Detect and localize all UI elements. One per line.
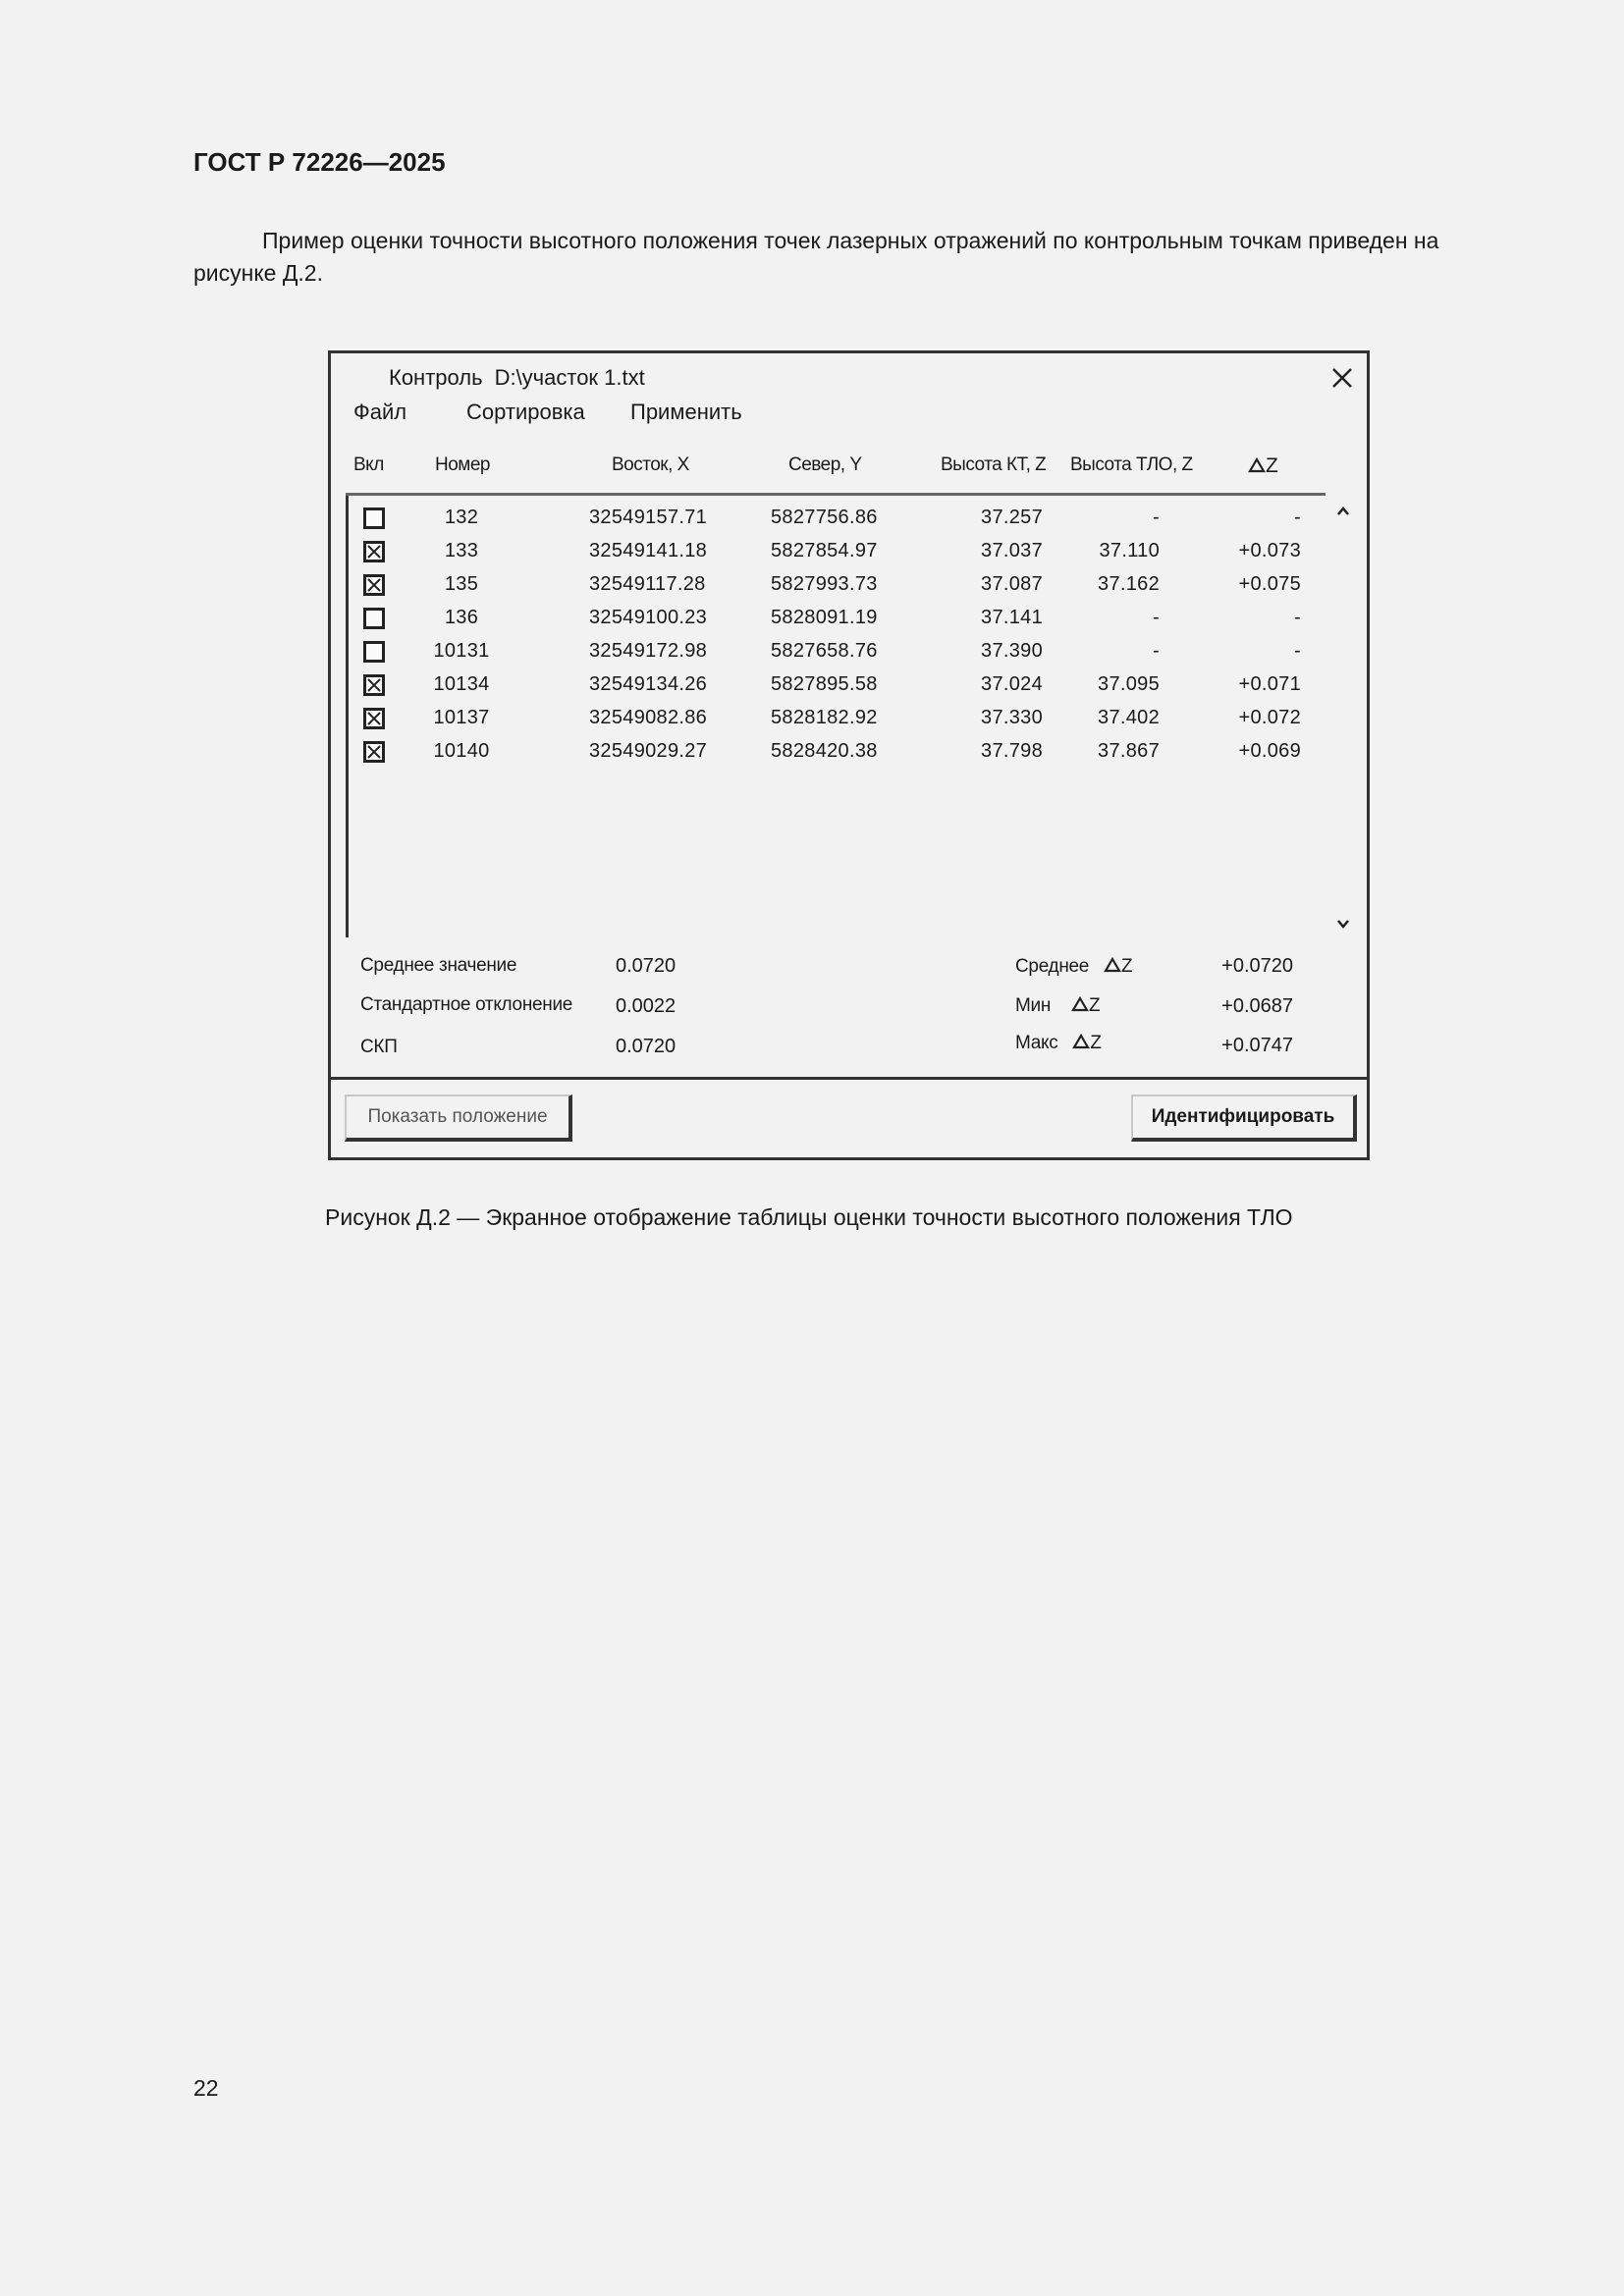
page-number: 22 bbox=[193, 2075, 219, 2101]
checkbox-checked[interactable] bbox=[363, 708, 385, 729]
delta-icon bbox=[1248, 457, 1266, 473]
stat-max-dz-label-text: Макс bbox=[1015, 1033, 1058, 1053]
cell-number: 132 bbox=[444, 507, 479, 528]
checkmark-x-icon bbox=[366, 544, 382, 560]
cell-height-tlo: 37.402 bbox=[1098, 707, 1160, 728]
cell-east-x: 32549100.23 bbox=[589, 607, 708, 628]
document-header: ГОСТ Р 72226—2025 bbox=[193, 147, 446, 177]
checkbox-checked[interactable] bbox=[363, 541, 385, 562]
checkmark-x-icon bbox=[366, 577, 382, 593]
cell-north-y: 5828182.92 bbox=[771, 707, 878, 728]
checkmark-x-icon bbox=[366, 677, 382, 693]
delta-icon bbox=[1071, 996, 1089, 1012]
table-row[interactable] bbox=[349, 503, 1328, 536]
checkbox-checked[interactable] bbox=[363, 741, 385, 763]
column-header-height-tlo[interactable]: Высота ТЛО, Z bbox=[1070, 454, 1193, 475]
stat-max-dz-value: +0.0747 bbox=[1221, 1035, 1293, 1056]
cell-number: 133 bbox=[444, 540, 479, 561]
checkbox-unchecked[interactable] bbox=[363, 507, 385, 529]
column-header-delta-z[interactable] bbox=[1248, 454, 1277, 478]
cell-delta-z: +0.072 bbox=[1238, 707, 1301, 728]
stat-min-dz-symbol: Z bbox=[1089, 995, 1101, 1016]
cell-height-kt: 37.390 bbox=[981, 640, 1043, 662]
footer-divider bbox=[331, 1077, 1367, 1080]
stat-avg-dz-value: +0.0720 bbox=[1221, 955, 1293, 977]
cell-height-tlo: - bbox=[1153, 607, 1160, 628]
cell-height-kt: 37.141 bbox=[981, 607, 1043, 628]
checkmark-x-icon bbox=[366, 711, 382, 726]
cell-north-y: 5827658.76 bbox=[771, 640, 878, 662]
figure-caption: Рисунок Д.2 — Экранное отображение таблицы оценки точности высотного положения ТЛО bbox=[325, 1204, 1293, 1230]
cell-height-kt: 37.024 bbox=[981, 673, 1043, 695]
cell-delta-z: - bbox=[1294, 607, 1301, 628]
stat-rmse-value: 0.0720 bbox=[616, 1036, 677, 1057]
table-row[interactable] bbox=[349, 603, 1328, 636]
window-title: Контроль bbox=[389, 365, 483, 390]
stat-min-dz-label bbox=[1015, 995, 1100, 1017]
show-position-button[interactable]: Показать положение bbox=[345, 1095, 572, 1142]
cell-height-kt: 37.798 bbox=[981, 740, 1043, 762]
table-row[interactable] bbox=[349, 536, 1328, 569]
stat-std-value: 0.0022 bbox=[616, 995, 677, 1017]
checkbox-checked[interactable] bbox=[363, 674, 385, 696]
cell-height-tlo: 37.110 bbox=[1099, 540, 1160, 561]
cell-east-x: 32549172.98 bbox=[589, 640, 708, 662]
cell-height-kt: 37.330 bbox=[981, 707, 1043, 728]
identify-button[interactable]: Идентифицировать bbox=[1131, 1095, 1357, 1142]
cell-height-kt: 37.257 bbox=[981, 507, 1043, 528]
checkbox-unchecked[interactable] bbox=[363, 641, 385, 663]
delta-icon bbox=[1104, 957, 1121, 973]
cell-number: 136 bbox=[444, 607, 479, 628]
stat-max-dz-label bbox=[1015, 1033, 1102, 1054]
cell-north-y: 5827854.97 bbox=[771, 540, 878, 561]
table-row[interactable] bbox=[349, 636, 1328, 669]
cell-delta-z: - bbox=[1294, 507, 1301, 528]
cell-north-y: 5827895.58 bbox=[771, 673, 878, 695]
table-row[interactable] bbox=[349, 569, 1328, 603]
table-row[interactable] bbox=[349, 669, 1328, 703]
stat-max-dz-symbol: Z bbox=[1090, 1033, 1102, 1053]
cell-delta-z: +0.069 bbox=[1238, 740, 1301, 762]
scroll-down-icon[interactable] bbox=[1332, 913, 1354, 934]
checkbox-unchecked[interactable] bbox=[363, 608, 385, 629]
cell-north-y: 5828420.38 bbox=[771, 740, 878, 762]
stat-min-dz-value: +0.0687 bbox=[1221, 995, 1293, 1017]
intro-paragraph: Пример оценки точности высотного положения точек лазерных отражений по контрольным точкам приведен на рисунке Д.2. bbox=[193, 228, 1439, 286]
cell-east-x: 32549134.26 bbox=[589, 673, 708, 695]
cell-delta-z: +0.075 bbox=[1238, 573, 1301, 595]
table-row[interactable] bbox=[349, 703, 1328, 736]
cell-height-tlo: - bbox=[1153, 640, 1160, 662]
menu-apply[interactable]: Применить bbox=[630, 400, 742, 424]
cell-height-tlo: 37.162 bbox=[1098, 573, 1160, 595]
table-row[interactable] bbox=[349, 736, 1328, 770]
cell-east-x: 32549117.28 bbox=[589, 573, 706, 595]
stat-avg-dz-label-text: Среднее bbox=[1015, 956, 1090, 977]
cell-north-y: 5828091.19 bbox=[771, 607, 878, 628]
cell-east-x: 32549157.71 bbox=[589, 507, 708, 528]
cell-number: 10131 bbox=[433, 640, 490, 662]
column-header-east-x[interactable]: Восток, X bbox=[612, 454, 689, 475]
delta-icon bbox=[1072, 1034, 1090, 1049]
cell-number: 135 bbox=[444, 573, 479, 595]
scroll-up-icon[interactable] bbox=[1332, 501, 1354, 522]
cell-height-kt: 37.087 bbox=[981, 573, 1043, 595]
cell-height-kt: 37.037 bbox=[981, 540, 1043, 561]
cell-north-y: 5827993.73 bbox=[771, 573, 878, 595]
window-title-bar bbox=[389, 365, 645, 391]
cell-number: 10140 bbox=[433, 740, 490, 762]
cell-height-tlo: - bbox=[1153, 507, 1160, 528]
cell-delta-z: +0.071 bbox=[1238, 673, 1301, 695]
cell-delta-z: - bbox=[1294, 640, 1301, 662]
column-header-north-y[interactable]: Север, Y bbox=[788, 454, 862, 475]
stat-std-label: Стандартное отклонение bbox=[360, 994, 573, 1015]
cell-east-x: 32549082.86 bbox=[589, 707, 708, 728]
file-path: D:\участок 1.txt bbox=[494, 365, 645, 390]
cell-delta-z: +0.073 bbox=[1238, 540, 1301, 561]
column-header-enabled[interactable]: Вкл bbox=[353, 454, 384, 475]
cell-height-tlo: 37.867 bbox=[1098, 740, 1160, 762]
checkbox-checked[interactable] bbox=[363, 574, 385, 596]
stat-avg-dz-label bbox=[1015, 956, 1132, 978]
close-icon[interactable] bbox=[1327, 363, 1357, 393]
points-list bbox=[346, 496, 1326, 937]
cell-east-x: 32549029.27 bbox=[589, 740, 708, 762]
control-window bbox=[328, 350, 1370, 1160]
menu-file[interactable]: Файл bbox=[353, 400, 407, 424]
stat-min-dz-label-text: Мин bbox=[1015, 995, 1052, 1016]
cell-number: 10137 bbox=[433, 707, 490, 728]
cell-north-y: 5827756.86 bbox=[771, 507, 878, 528]
cell-number: 10134 bbox=[433, 673, 490, 695]
column-header-delta-z-label: Z bbox=[1266, 454, 1278, 477]
cell-east-x: 32549141.18 bbox=[589, 540, 708, 561]
cell-height-tlo: 37.095 bbox=[1098, 673, 1160, 695]
checkmark-x-icon bbox=[366, 744, 382, 760]
column-header-height-kt[interactable]: Высота КТ, Z bbox=[941, 454, 1047, 475]
stat-mean-value: 0.0720 bbox=[616, 955, 677, 977]
column-header-number[interactable]: Номер bbox=[435, 454, 490, 475]
stat-avg-dz-symbol: Z bbox=[1121, 956, 1133, 977]
stat-mean-label: Среднее значение bbox=[360, 955, 517, 976]
stat-rmse-label: СКП bbox=[360, 1037, 398, 1057]
menu-sort[interactable]: Сортировка bbox=[466, 400, 585, 424]
